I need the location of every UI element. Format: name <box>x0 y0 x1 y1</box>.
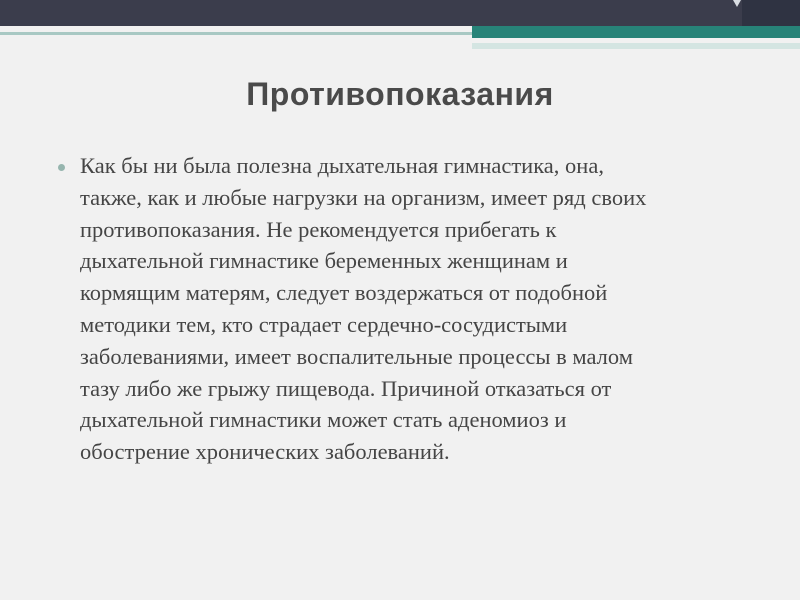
bullet-line: дыхательной гимнастики может стать аденомиоз и <box>80 407 567 433</box>
bullet-line: тазу либо же грыжу пищевода. Причиной отказаться от <box>80 375 612 401</box>
slide-title: Противопоказания <box>246 76 554 112</box>
accent-line-right <box>472 43 800 49</box>
bullet-line: Как бы ни была полезна дыхательная гимнастика, она, <box>80 153 604 178</box>
bullet-line: методики тем, кто страдает сердечно-сосудистыми <box>80 311 568 337</box>
bullet-line: дыхательной гимнастике беременных женщинам и <box>80 248 568 274</box>
bullet-icon <box>58 164 65 171</box>
header-bar <box>0 0 800 26</box>
corner-arrow-decoration <box>733 0 741 7</box>
bullet-line: кормящим матерям, следует воздержаться от подобной <box>80 280 608 306</box>
accent-line-left <box>0 32 472 35</box>
bullet-list <box>56 150 746 468</box>
bullet-line: противопоказания. Не рекомендуется прибегать к <box>80 216 557 242</box>
bullet-line: обострение хронических заболеваний. <box>80 439 450 465</box>
bullet-line: также, как и любые нагрузки на организм, имеет ряд своих <box>80 184 647 210</box>
bullet-item <box>56 150 746 468</box>
bullet-line: заболеваниями, имеет воспалительные процессы в малом <box>80 343 633 369</box>
corner-tab-decoration <box>742 0 800 26</box>
accent-block-right <box>472 26 800 38</box>
